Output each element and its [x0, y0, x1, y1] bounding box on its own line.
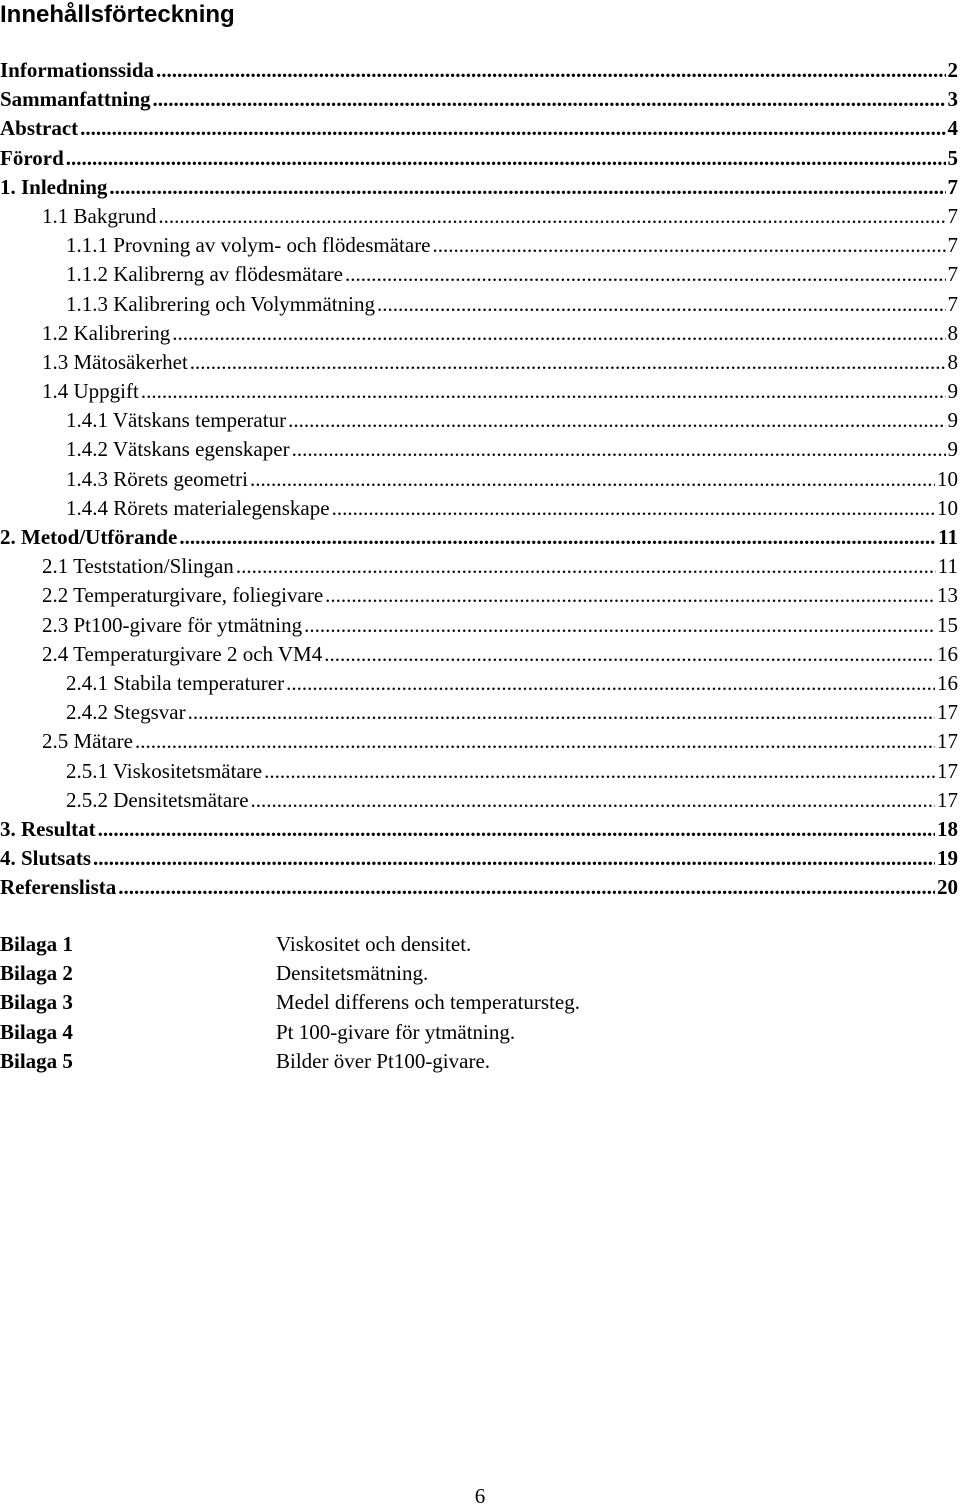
toc-entry-page-number: 17 — [937, 758, 958, 783]
toc-entry-page-number: 3 — [947, 87, 958, 112]
dot-leader — [141, 377, 946, 406]
toc-entry-label: 1.4.3 Rörets geometri — [66, 466, 248, 491]
toc-entry[interactable] — [0, 348, 960, 377]
toc-entry[interactable] — [0, 640, 960, 669]
dot-leader — [250, 465, 935, 494]
toc-entry[interactable] — [0, 786, 960, 815]
toc-entry-label: 1.1 Bakgrund — [42, 203, 157, 228]
appendix-description: Medel differens och temperatursteg. — [276, 990, 580, 1015]
toc-entry-label: 2.4.2 Stegsvar — [66, 700, 186, 725]
toc-entry-page-number: 17 — [937, 700, 958, 725]
toc-entry-label: Sammanfattning — [0, 87, 151, 112]
dot-leader — [264, 757, 935, 786]
toc-entry-label: Förord — [0, 145, 64, 170]
appendix-description: Bilder över Pt100-givare. — [276, 1048, 491, 1073]
toc-entry-page-number: 20 — [937, 875, 958, 900]
appendix-row — [0, 959, 960, 988]
toc-entry[interactable] — [0, 727, 960, 756]
toc-entry[interactable] — [0, 406, 960, 435]
toc-entry[interactable] — [0, 56, 960, 85]
appendix-label: Bilaga 1 — [0, 932, 73, 956]
toc-entry-label: 2. Metod/Utförande — [0, 525, 178, 549]
toc-entry-page-number: 11 — [938, 525, 958, 549]
dot-leader — [109, 173, 945, 202]
dot-leader — [179, 523, 936, 552]
toc-entry-page-number: 10 — [937, 466, 958, 491]
appendix-label: Bilaga 4 — [0, 1019, 73, 1044]
toc-entry[interactable] — [0, 319, 960, 348]
toc-entry-page-number: 16 — [937, 641, 958, 666]
toc-entry-page-number: 11 — [937, 554, 958, 579]
table-of-contents — [0, 56, 960, 902]
toc-entry[interactable] — [0, 435, 960, 464]
appendix-list — [0, 930, 960, 1076]
toc-entry-label: 2.5.1 Viskositetsmätare — [66, 758, 263, 783]
toc-entry[interactable] — [0, 552, 960, 581]
dot-leader — [93, 844, 935, 873]
toc-entry-label: 2.4.1 Stabila temperaturer — [66, 670, 285, 695]
dot-leader — [118, 873, 935, 902]
toc-entry-page-number: 9 — [947, 437, 958, 462]
toc-entry[interactable] — [0, 494, 960, 523]
toc-entry-page-number: 7 — [947, 203, 958, 228]
toc-entry-page-number: 13 — [937, 583, 958, 608]
toc-entry-label: 1.1.2 Kalibrerng av flödesmätare — [66, 262, 343, 287]
toc-entry-label: 2.1 Teststation/Slingan — [42, 554, 234, 579]
toc-entry[interactable] — [0, 202, 960, 231]
toc-entry-label: 3. Resultat — [0, 816, 96, 841]
toc-entry-page-number: 17 — [937, 729, 958, 754]
dot-leader — [98, 815, 935, 844]
toc-entry-page-number: 4 — [947, 116, 958, 141]
toc-entry-label: 1.2 Kalibrering — [42, 320, 171, 345]
dot-leader — [172, 319, 945, 348]
toc-entry[interactable] — [0, 523, 960, 552]
toc-entry-label: 1.4.2 Vätskans egenskaper — [66, 437, 290, 462]
appendix-label: Bilaga 3 — [0, 990, 73, 1015]
toc-entry[interactable] — [0, 231, 960, 260]
dot-leader — [153, 85, 946, 114]
dot-leader — [345, 260, 946, 289]
dot-leader — [135, 727, 935, 756]
toc-entry-label: 1.4.1 Vätskans temperatur — [66, 408, 287, 433]
toc-entry-page-number: 15 — [937, 612, 958, 637]
toc-entry[interactable] — [0, 114, 960, 143]
dot-leader — [80, 114, 945, 143]
dot-leader — [292, 435, 946, 464]
toc-entry[interactable] — [0, 144, 960, 173]
toc-entry-page-number: 8 — [947, 349, 958, 374]
toc-entry-label: 2.2 Temperaturgivare, foliegivare — [42, 583, 324, 608]
toc-entry-page-number: 8 — [947, 320, 958, 345]
toc-heading: Innehållsförteckning — [0, 1, 235, 28]
toc-entry-label: 1.4 Uppgift — [42, 379, 139, 404]
toc-entry[interactable] — [0, 260, 960, 289]
dot-leader — [325, 581, 935, 610]
appendix-row — [0, 988, 960, 1017]
toc-entry-label: 2.4 Temperaturgivare 2 och VM4 — [42, 641, 323, 666]
toc-entry[interactable] — [0, 844, 960, 873]
toc-entry-label: 1.3 Mätosäkerhet — [42, 349, 188, 374]
appendix-label: Bilaga 5 — [0, 1048, 73, 1073]
toc-entry-label: 4. Slutsats — [0, 846, 92, 871]
toc-entry-page-number: 7 — [947, 291, 958, 316]
dot-leader — [156, 56, 945, 85]
dot-leader — [377, 290, 946, 319]
toc-entry-page-number: 10 — [937, 495, 958, 520]
dot-leader — [188, 698, 935, 727]
toc-entry[interactable] — [0, 465, 960, 494]
toc-entry-label: Referenslista — [0, 875, 117, 900]
appendix-description: Densitetsmätning. — [276, 961, 429, 986]
toc-entry-label: 1.1.1 Provning av volym- och flödesmätare — [66, 233, 431, 258]
toc-entry-page-number: 9 — [947, 379, 958, 404]
toc-entry-label: Abstract — [0, 116, 79, 141]
appendix-description: Viskositet och densitet. — [276, 932, 472, 956]
toc-entry-label: 1.4.4 Rörets materialegenskape — [66, 495, 330, 520]
dot-leader — [236, 552, 936, 581]
appendix-row — [0, 930, 960, 959]
toc-entry-label: 1.1.3 Kalibrering och Volymmätning — [66, 291, 375, 316]
toc-entry[interactable] — [0, 173, 960, 202]
dot-leader — [324, 640, 935, 669]
toc-entry-page-number: 7 — [947, 174, 958, 199]
toc-entry-page-number: 19 — [937, 846, 958, 871]
dot-leader — [304, 611, 935, 640]
toc-entry-label: Informationssida — [0, 58, 155, 82]
dot-leader — [288, 406, 945, 435]
toc-entry-label: 2.5.2 Densitetsmätare — [66, 787, 249, 812]
toc-entry-page-number: 2 — [947, 58, 958, 82]
toc-entry[interactable] — [0, 85, 960, 114]
toc-entry[interactable] — [0, 581, 960, 610]
toc-entry-page-number: 17 — [937, 787, 958, 812]
page-number: 6 — [474, 1484, 486, 1508]
appendix-description: Pt 100-givare för ytmätning. — [276, 1019, 516, 1044]
toc-entry-page-number: 9 — [947, 408, 958, 433]
toc-entry[interactable] — [0, 873, 960, 902]
toc-entry[interactable] — [0, 377, 960, 406]
toc-entry[interactable] — [0, 669, 960, 698]
appendix-row — [0, 1018, 960, 1047]
toc-entry-page-number: 5 — [947, 145, 958, 170]
toc-entry[interactable] — [0, 698, 960, 727]
toc-entry[interactable] — [0, 757, 960, 786]
toc-entry[interactable] — [0, 815, 960, 844]
dot-leader — [158, 202, 945, 231]
appendix-row — [0, 1047, 960, 1076]
toc-entry-page-number: 7 — [947, 233, 958, 258]
toc-entry-label: 1. Inledning — [0, 174, 108, 199]
toc-entry-label: 2.3 Pt100-givare för ytmätning — [42, 612, 303, 637]
toc-entry-page-number: 16 — [937, 670, 958, 695]
toc-entry[interactable] — [0, 290, 960, 319]
dot-leader — [190, 348, 946, 377]
toc-entry[interactable] — [0, 611, 960, 640]
toc-entry-page-number: 18 — [937, 816, 958, 841]
dot-leader — [66, 144, 946, 173]
toc-entry-label: 2.5 Mätare — [42, 729, 133, 754]
toc-entry-page-number: 7 — [947, 262, 958, 287]
dot-leader — [251, 786, 935, 815]
dot-leader — [286, 669, 935, 698]
dot-leader — [433, 231, 946, 260]
appendix-label: Bilaga 2 — [0, 961, 73, 986]
dot-leader — [332, 494, 935, 523]
